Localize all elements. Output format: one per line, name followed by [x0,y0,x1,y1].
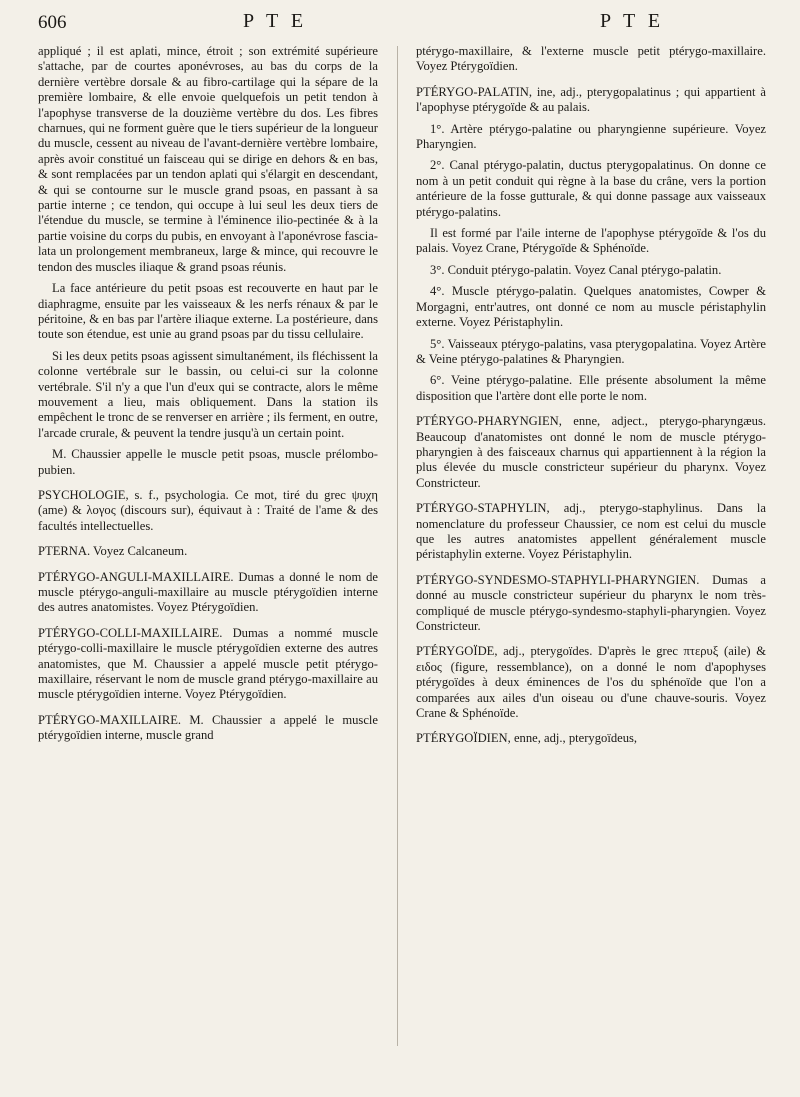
left-column [38,44,378,750]
running-head-right: P T E [600,10,665,32]
entry-pterygoidien: PTÉRYGOÏDIEN, enne, adj., pterygoïdeus, [416,731,638,746]
subentry-veine: 6°. Veine ptérygo-palatine. Elle présente absolument la même disposition que l'artère dont elle porte le nom. [416,373,766,403]
subentry-muscle: 4°. Muscle ptérygo-palatin. Quelques anatomistes, Cowper & Morgagni, entr'autres, ont donné ce nom au muscle péristaphylin externe. Voyez Péristaphylin. [416,284,766,330]
paragraph-continuation: ptérygo-maxillaire, & l'externe muscle petit ptérygo-maxillaire. Voyez Ptérygoïdien. [416,44,766,74]
entry-psychologie: PSYCHOLOGIE, s. f., psychologia. Ce mot, tiré du grec ψυχη (ame) & λογος (discours sur), équivaut à : Traité de l'ame & des facultés intellectuelles. [38,487,378,533]
paragraph-psoas-description: appliqué ; il est aplati, mince, étroit ; son extrémité supérieure s'attache, par de courtes aponévroses, au bas du corps de la dernière vertèbre dorsale & au fibro-cartilage qui la sépare de la première lombaire, & elle envoie quelquefois un petit tendon à l'apophyse transverse de la douzième vertèbre du dos. Les fibres charnues, qui ne forment guère que le tiers supérieur de la longueur du muscle, cessent au niveau de l'avant-dernière vertèbre lombaire, après avoir constitué un faisceau qui se dirige en dehors & en bas, & sont remplacées par un tendon aplati qui s'élargit en descendant, & qui se contourne sur le muscle grand psoas, en passant à sa partie interne ; ce tendon, qui occupe à lui seul les deux tiers de l'étendue du muscle, se termine à l'éminence ilio-pectinée & à la partie voisine du corps du pubis, en envoyant à l'aponévrose fascia-lata un prolongement membraneux, large & mince, qui recouvre le tendon des muscles iliaque & grand psoas réunis. [38,44,378,274]
entry-pterygoide: PTÉRYGOÏDE, adj., pterygoïdes. D'après le grec πτερυξ (aile) & ειδος (figure, ressemblance), on a donné le nom d'apophyses ptérygoïdes à deux éminences de l'os du sphénoïde que l'on a comparées aux ailes d'un oiseau ou d'une chauve-souris. Voyez Crane & Sphénoïde. [416,644,766,721]
entry-pterna: PTERNA. Voyez Calcaneum. [38,544,188,559]
paragraph-psoas-chaussier: M. Chaussier appelle le muscle petit psoas, muscle prélombo-pubien. [38,447,378,477]
entry-pterygo-palatin: PTÉRYGO-PALATIN, ine, adj., pterygopalatinus ; qui appartient à l'apophyse ptérygoïde & au palais. [416,84,766,115]
page-number: 606 [38,12,67,33]
subentry-conduit: 3°. Conduit ptérygo-palatin. Voyez Canal ptérygo-palatin. [430,262,722,277]
entry-pterygo-maxillaire: PTÉRYGO-MAXILLAIRE. M. Chaussier a appelé le muscle ptérygoïdien interne, muscle grand [38,712,378,743]
entry-pterygo-syndesmo-staphyli-pharyngien: PTÉRYGO-SYNDESMO-STAPHYLI-PHARYNGIEN. Dumas a donné au muscle constricteur supérieur du pharynx le nom très-compliqué de muscle ptérygo-syndesmo-staphyli-pharyngien. Voyez Constricteur. [416,572,766,633]
running-head-left: P T E [243,10,308,32]
subentry-canal-formation: Il est formé par l'aile interne de l'apophyse ptérygoïde & l'os du palais. Voyez Crane, Ptérygoïde & Sphénoïde. [416,226,766,256]
paragraph-psoas-action: Si les deux petits psoas agissent simultanément, ils fléchissent la colonne vertébrale sur le bassin, ou celui-ci sur la colonne vertébrale. S'il n'y a que l'un d'eux qui se contracte, alors le même mouvement a lieu, mais obliquement. Dans la station ils empêchent le tronc de se renverser en arrière ; ils ferment, en outre, l'arcade crurale, & peuvent la tendre jusqu'à un certain point. [38,348,378,440]
entry-pterygo-staphylin: PTÉRYGO-STAPHYLIN, adj., pterygo-staphylinus. Dans la nomenclature du professeur Chaussier, ce nom est celui du muscle que les autres anatomistes appellent généralement muscle péristaphylin externe. Voyez Péristaphylin. [416,501,766,562]
column-divider [397,46,398,1046]
page-header [38,8,770,38]
paragraph-psoas-faces: La face antérieure du petit psoas est recouverte en haut par le diaphragme, ensuite par les vaisseaux & les nerfs rénaux & par le péritoine, & en bas par l'artère iliaque externe. La postérieure, dans toute son étendue, est unie au grand psoas par du tissu cellulaire. [38,281,378,342]
subentry-artere: 1°. Artère ptérygo-palatine ou pharyngienne supérieure. Voyez Pharyngien. [416,121,766,152]
entry-pterygo-pharyngien: PTÉRYGO-PHARYNGIEN, enne, adject., pterygo-pharyngæus. Beaucoup d'anatomistes ont donné le nom de muscle ptérygo-pharyngien à des faisceaux charnus qui appartiennent à la région la plus élevée du muscle constricteur supérieur du pharynx. Voyez Constricteur. [416,414,766,490]
subentry-canal: 2°. Canal ptérygo-palatin, ductus pterygopalatinus. On donne ce nom à un petit conduit qui règne à la base du crâne, vers la portion antérieure de la fosse gutturale, & qui donne passage aux vaisseaux ptérygo-palatins. [416,158,766,219]
entry-pterygo-colli-maxillaire: PTÉRYGO-COLLI-MAXILLAIRE. Dumas a nommé muscle ptérygo-colli-maxillaire le muscle ptérygoïdien externe des autres anatomistes, que M. Chaussier a appelé muscle petit ptérygo-maxillaire, réservant le nom de muscle grand ptérygo-maxillaire au muscle ptérygoïdien interne. Voyez Ptérygoïdien. [38,625,378,702]
entry-pterygo-anguli-maxillaire: PTÉRYGO-ANGULI-MAXILLAIRE. Dumas a donné le nom de muscle ptérygo-anguli-maxillaire au muscle ptérygoïdien interne des autres anatomistes. Voyez Ptérygoïdien. [38,569,378,615]
right-column [416,44,766,753]
subentry-vaisseaux: 5°. Vaisseaux ptérygo-palatins, vasa pterygopalatina. Voyez Artère & Veine ptérygo-palatines & Pharyngien. [416,336,766,366]
